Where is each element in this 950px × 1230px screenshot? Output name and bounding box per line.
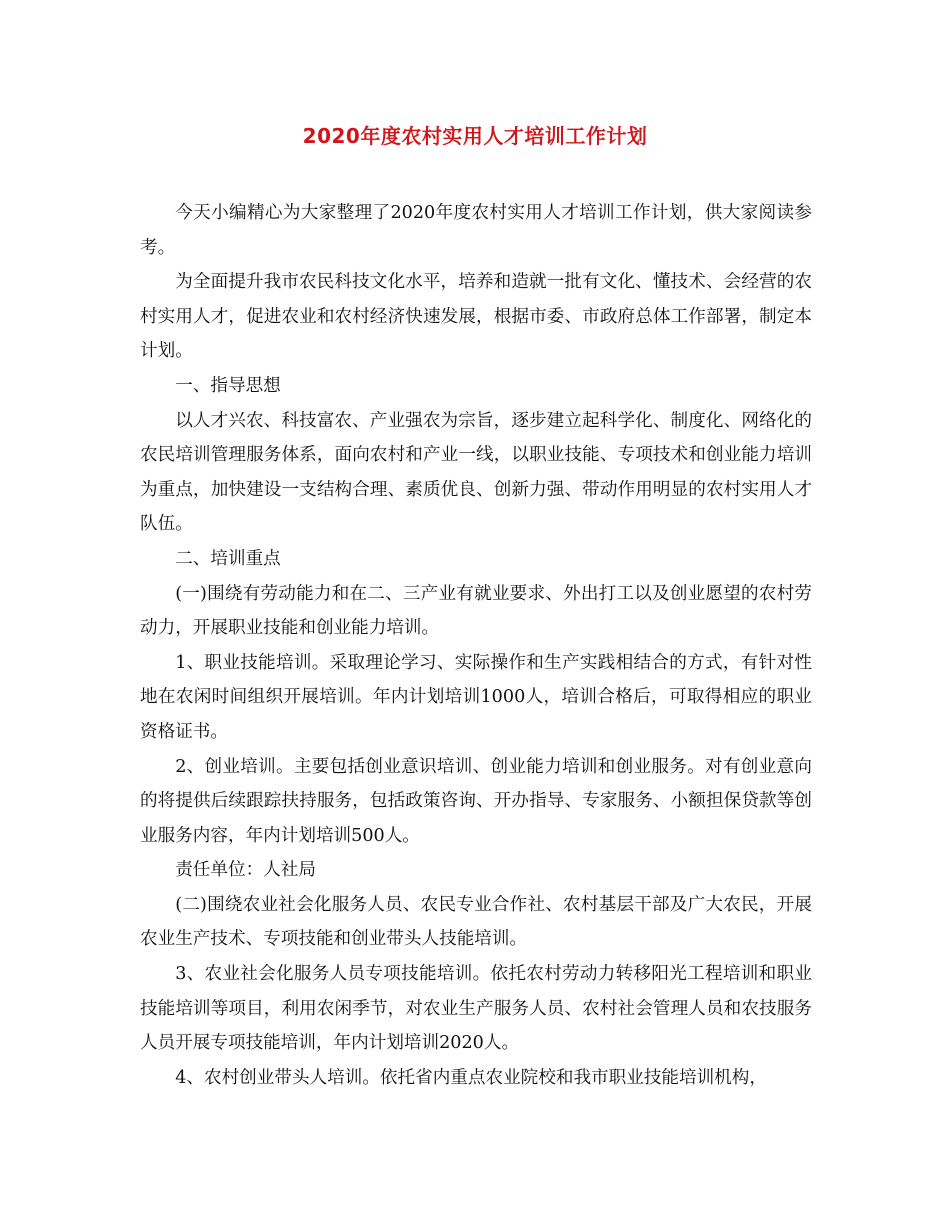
subsection-two: (二)围绕农业社会化服务人员、农民专业合作社、农村基层干部及广大农民，开展农业生产技术、专项技能和创业带头人技能培训。 [140, 894, 812, 950]
section-heading-training-focus: 二、培训重点 [175, 548, 281, 569]
item-vocational-training: 1、职业技能培训。采取理论学习、实际操作和生产实践相结合的方式，有针对性地在农闲时间组织开展培训。年内计划培训1000人，培训合格后，可取得相应的职业资格证书。 [140, 652, 812, 742]
item-entrepreneurship-training: 2、创业培训。主要包括创业意识培训、创业能力培训和创业服务。对有创业意向的将提供后续跟踪扶持服务，包括政策咨询、开办指导、专家服务、小额担保贷款等创业服务内容，年内计划培训500人。 [140, 756, 812, 846]
subsection-one: (一)围绕有劳动能力和在二、三产业有就业要求、外出打工以及创业愿望的农村劳动力，开展职业技能和创业能力培训。 [140, 583, 812, 639]
paragraph-intro: 今天小编精心为大家整理了2020年度农村实用人才培训工作计划，供大家阅读参考。 [140, 203, 812, 258]
document-title: 2020年度农村实用人才培训工作计划 [302, 124, 648, 148]
responsible-unit: 责任单位：人社局 [175, 860, 316, 881]
paragraph-purpose: 为全面提升我市农民科技文化水平，培养和造就一批有文化、懂技术、会经营的农村实用人才，促进农业和农村经济快速发展，根据市委、市政府总体工作部署，制定本计划。 [140, 272, 812, 362]
document-body [140, 196, 812, 1095]
section-heading-guiding-ideology: 一、指导思想 [175, 375, 281, 396]
paragraph-guiding-ideology: 以人才兴农、科技富农、产业强农为宗旨，逐步建立起科学化、制度化、网络化的农民培训管理服务体系，面向农村和产业一线，以职业技能、专项技术和创业能力培训为重点，加快建设一支结构合理、素质优良、创新力强、带动作用明显的农村实用人才队伍。 [140, 410, 812, 535]
item-leader-training: 4、农村创业带头人培训。依托省内重点农业院校和我市职业技能培训机构， [175, 1067, 767, 1088]
item-service-staff-training: 3、农业社会化服务人员专项技能培训。依托农村劳动力转移阳光工程培训和职业技能培训等项目，利用农闲季节，对农业生产服务人员、农村社会管理人员和农技服务人员开展专项技能培训，年内计划培训2020人。 [140, 964, 812, 1054]
